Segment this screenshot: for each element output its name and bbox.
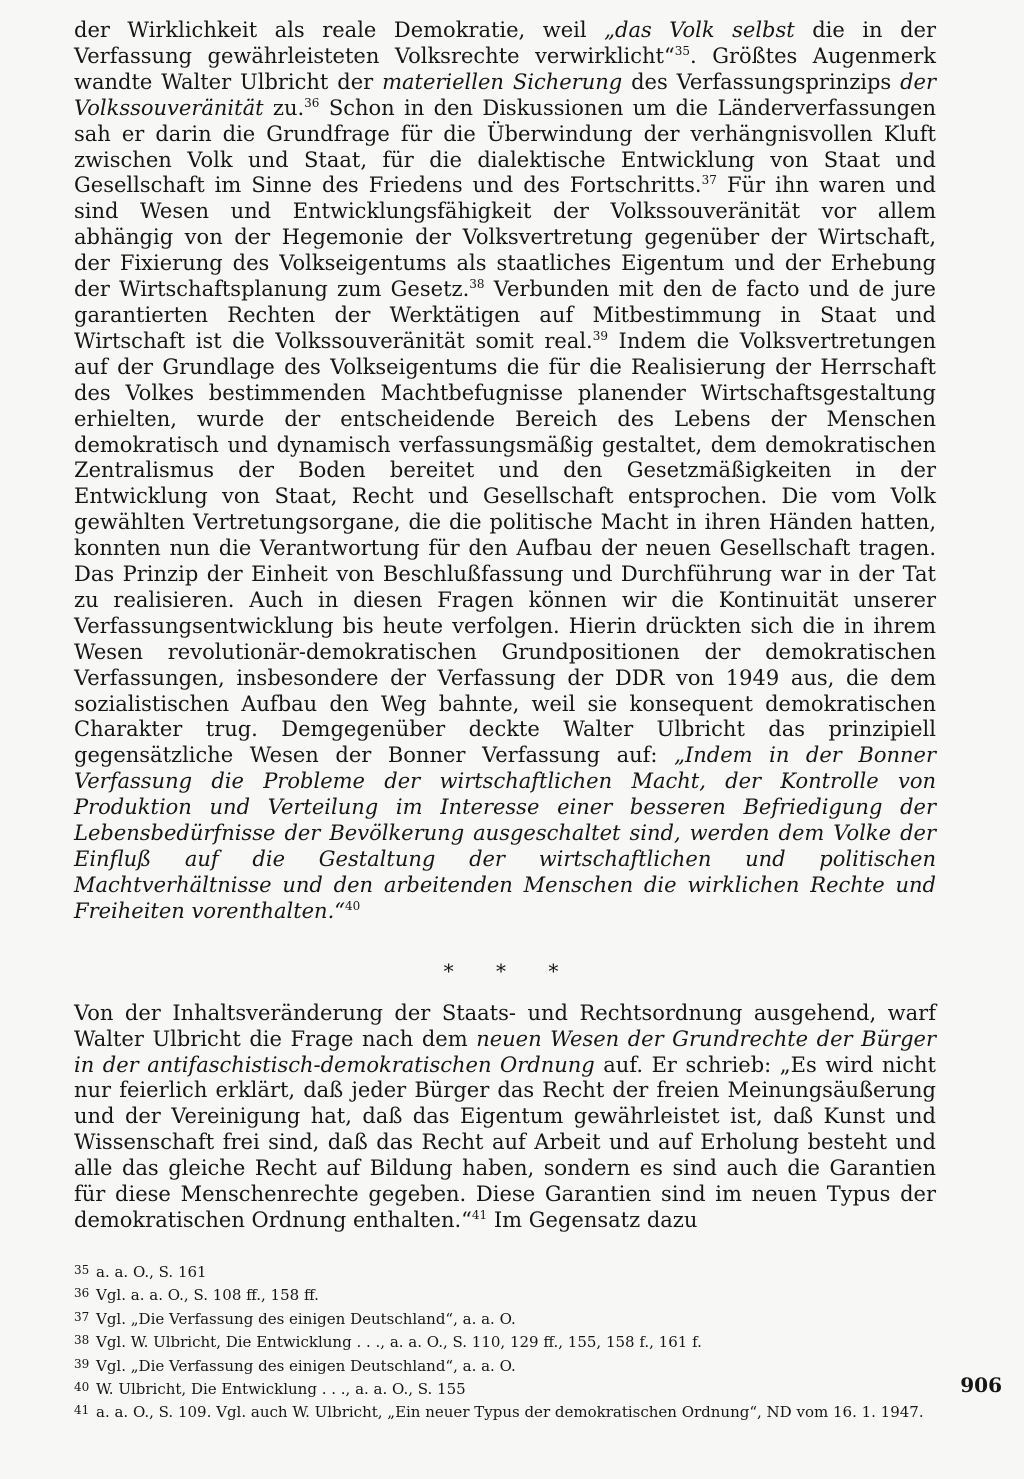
footnote-item (74, 1283, 936, 1306)
footnote-item (74, 1307, 936, 1330)
section-separator: * * * (443, 958, 577, 983)
footnote-number: 35 (74, 1262, 90, 1277)
footnote-item (74, 1330, 936, 1353)
footnote-ref-35: 35 (674, 43, 691, 58)
footnote-text: W. Ulbricht, Die Entwicklung . . ., a. a. O., S. 155 (96, 1379, 466, 1398)
paragraph-2 (74, 1001, 936, 1234)
footnote-number: 36 (74, 1286, 90, 1301)
footnote-text: Vgl. W. Ulbricht, Die Entwicklung . . ., a. a. O., S. 110, 129 ff., 155, 158 f., 161 f. (96, 1333, 702, 1352)
text-run: Im Gegensatz dazu (487, 1207, 698, 1232)
footnote-text: Vgl. a. a. O., S. 108 ff., 158 ff. (96, 1286, 319, 1305)
italic-quote: „Indem in der Bonner Verfassung die Probleme der wirtschaftlichen Macht, der Kontrolle von Produktion und Verteilung im Interesse einer besseren Befriedigung der Lebensbedürfnisse der Bevölkerung ausgeschaltet sind, werden dem Volke der Einfluß auf die Gestaltung der wirtschaftlichen und politischen Machtverhältnisse und den arbeitenden Menschen die wirklichen Rechte und Freiheiten vorenthalten.“ (74, 743, 936, 923)
text-run: . (690, 43, 697, 68)
footnote-number: 38 (74, 1333, 90, 1348)
text-run: die in der Verfassung gewährleisteten Volksrechte verwirklicht“ (74, 18, 937, 68)
footnote-text: a. a. O., S. 109. Vgl. auch W. Ulbricht, „Ein neuer Typus der demokratischen Ordnung“, ND vom 16. 1. 1947. (96, 1403, 924, 1422)
footnote-text: Vgl. „Die Verfassung des einigen Deutschland“, a. a. O. (96, 1309, 516, 1328)
footnote-number: 40 (74, 1379, 90, 1394)
footnote-ref-40: 40 (345, 898, 361, 913)
footnotes (74, 1260, 936, 1424)
text-run: Indem die Volksvertretungen auf der Grundlage des Volkseigentums die für die Realisierung der Herrschaft des Volkes bestimmenden Machtbefugnisse planender Wirtschaftsgestaltung erhielten, wurde der entscheidende Bereich des Lebens der Menschen demokratisch und dynamisch verfassungsmäßig gestaltet, dem demokratischen Zentralismus der Boden bereitet und den Gesetzmäßigkeiten in der Entwicklung von Staat, Recht und Gesellschaft entsprochen. Die vom Volk gewählten Vertretungsorgane, die die politische Macht in ihren Händen hatten, konnten nun die Verantwortung für den Aufbau der neuen Gesellschaft tragen. Das Prinzip der Einheit von Beschlußfassung und Durchführung war in der Tat zu realisieren. Auch in diesen Fragen können wir die Kontinuität unserer Verfassungsentwicklung bis heute verfolgen. Hierin drückten sich die in ihrem Wesen revolutionär-demokratischen Grundpositionen der demokratischen Verfassungen, insbesondere der Verfassung der DDR von 1949 aus, die dem sozialistischen Aufbau den Weg bahnte, weil sie konsequent demokratischen Charakter trug. Demgegenüber deckte Walter Ulbricht das prinzipiell gegensätzliche Wesen der Bonner Verfassung auf: (74, 328, 937, 768)
italic-run: „das Volk selbst (604, 18, 795, 42)
text-run: Größtes Augenmerk wandte Walter Ulbricht der (74, 43, 936, 94)
footnote-item (74, 1400, 936, 1423)
text-run: zu. (263, 95, 305, 120)
footnote-ref-37: 37 (701, 173, 717, 188)
italic-run: der Volkssouveränität (74, 69, 937, 120)
footnote-ref-41: 41 (471, 1207, 488, 1222)
footnote-item (74, 1354, 936, 1377)
paragraph-1 (74, 18, 936, 925)
page-content (74, 18, 936, 1424)
page-number: 906 (960, 1373, 1002, 1397)
text-run: des Verfassungsprinzips (622, 69, 901, 94)
text-run: Von der Inhaltsveränderung der Staats- und Rechtsordnung ausgehend, warf Walter Ulbricht die Frage nach dem (74, 1000, 936, 1051)
text-run: Für ihn waren und sind Wesen und Entwicklungsfähigkeit der Volkssouveränität vor allem abhängig von der Hegemonie der Volksvertretung gegenüber der Wirtschaft, der Fixierung des Volkseigentums als staatliches Eigentum und der Erhebung der Wirtschaftsplanung zum Gesetz. (74, 173, 936, 302)
text-run: auf. Er schrieb: „Es wird nicht nur feierlich erklärt, daß jeder Bürger das Recht der freien Meinungsäußerung und der Vereinigung hat, daß das Eigentum gewährleistet ist, daß Kunst und Wissenschaft frei sind, daß das Recht auf Arbeit und auf Erholung besteht und alle das gleiche Recht auf Bildung haben, sondern es sind auch die Garantien für diese Menschenrechte gegeben. Diese Garantien sind im neuen Typus der demokratischen Ordnung enthalten.“ (74, 1052, 937, 1232)
italic-run: neuen Wesen der Grundrechte der Bürger in der antifaschistisch-demokratischen Ordnung (74, 1026, 936, 1077)
footnote-text: a. a. O., S. 161 (96, 1262, 207, 1281)
text-run: der Wirklichkeit als reale Demokratie, weil (74, 18, 605, 42)
italic-run: materiellen Sicherung (382, 69, 623, 94)
footnote-item (74, 1260, 936, 1283)
footnote-ref-38: 38 (469, 277, 485, 292)
footnote-ref-39: 39 (592, 328, 609, 343)
footnote-text: Vgl. „Die Verfassung des einigen Deutschland“, a. a. O. (96, 1356, 516, 1375)
footnote-number: 39 (74, 1356, 90, 1371)
footnote-item (74, 1377, 936, 1400)
footnote-number: 41 (74, 1403, 90, 1418)
footnote-ref-36: 36 (304, 95, 320, 110)
text-run: Schon in den Diskussionen um die Länderverfassungen sah er darin die Grundfrage für die Überwindung der verhängnisvollen Kluft zwischen Volk und Staat, für die dialektische Entwicklung von Staat und Gesellschaft im Sinne des Friedens und des Fortschritts. (74, 95, 936, 198)
footnote-number: 37 (74, 1309, 90, 1324)
text-run: Verbunden mit den de facto und de jure garantierten Rechten der Werktätigen auf Mitbestimmung in Staat und Wirtschaft ist die Volkssouveränität somit real. (74, 277, 936, 353)
